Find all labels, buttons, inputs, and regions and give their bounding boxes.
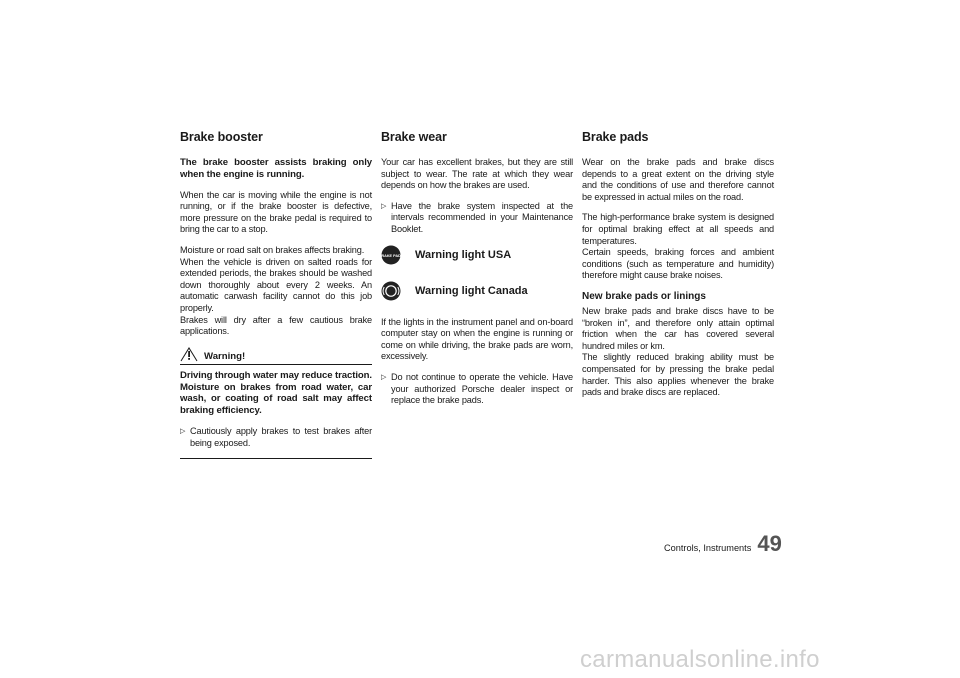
watermark: carmanualsonline.info: [580, 646, 820, 673]
paragraph: When the vehicle is driven on salted roads for extended periods, the brakes should be washed down thoroughly about every 2 weeks. An automatic carwash facility cannot do this job properly.: [180, 256, 372, 313]
list-item: [381, 201, 573, 236]
warning-header: [180, 347, 372, 365]
brake-wear-circle-icon: [381, 281, 401, 301]
triangle-bullet-icon: ▷: [381, 373, 387, 381]
paragraph: Moisture or road salt on brakes affects braking.: [180, 244, 365, 255]
intro-text: The brake booster assists braking only when the engine is running.: [180, 157, 372, 180]
triangle-bullet-icon: ▷: [381, 202, 387, 210]
paragraph: The slightly reduced braking ability must be compensated for by pressing the brake pedal harder. This also applies whenever the brake pads and brake discs are replaced.: [582, 352, 774, 398]
page-number: 49: [757, 531, 782, 556]
column-brake-pads: [582, 130, 774, 408]
warning-text: Driving through water may reduce traction. Moisture on brakes from road water, car wash, or coating of road salt may affect braking efficiency.: [180, 369, 372, 417]
paragraph: Your car has excellent brakes, but they are still subject to wear. The rate at which they wear depends on how the brakes are used.: [381, 157, 573, 191]
warning-light-canada-title: Warning light Canada: [415, 284, 528, 297]
warning-light-canada: [381, 281, 573, 301]
paragraph: Wear on the brake pads and brake discs depends to a great extent on the driving style and the conditions of use and therefore cannot be expressed in actual miles on the road.: [582, 157, 774, 202]
brake-pads-warning-icon: [378, 245, 404, 265]
warning-triangle-icon: [180, 347, 198, 362]
svg-text:BRAKE PADS: BRAKE PADS: [378, 253, 404, 258]
list-item-text: Do not continue to operate the vehicle. Have your authorized Porsche dealer inspect or replace the brake pads.: [391, 371, 573, 406]
section-title-brake-wear: Brake wear: [381, 130, 447, 144]
section-title-brake-booster: Brake booster: [180, 130, 263, 144]
list-item: [180, 426, 372, 449]
list-item-text: Cautiously apply brakes to test brakes after being exposed.: [190, 425, 372, 448]
warning-light-usa-title: Warning light USA: [415, 248, 512, 261]
subsection-title: New brake pads or linings: [582, 290, 706, 302]
paragraph: Brakes will dry after a few cautious brake applications.: [180, 314, 372, 337]
column-brake-booster: [180, 130, 372, 459]
paragraph: New brake pads and brake discs have to be “broken in”, and therefore only attain optimal friction when the car has covered several hundred miles or km.: [582, 305, 774, 351]
paragraph: The high-performance brake system is designed for optimal braking effect at all speeds and temperatures.: [582, 212, 774, 246]
section-title-brake-pads: Brake pads: [582, 130, 649, 144]
paragraph: Certain speeds, braking forces and ambient conditions (such as temperature and humidity) therefore might cause brake noises.: [582, 247, 774, 281]
page-footer: [664, 531, 782, 557]
list-item-text: Have the brake system inspected at the intervals recommended in your Maintenance Booklet.: [391, 200, 573, 234]
paragraph: If the lights in the instrument panel and on-board computer stay on when the engine is running or come on while driving, the brake pads are worn, excessively.: [381, 316, 573, 362]
column-brake-wear: [378, 130, 573, 416]
list-item: [381, 372, 573, 407]
warning-end-divider: [180, 458, 372, 459]
warning-label: Warning!: [204, 350, 246, 362]
paragraph: When the car is moving while the engine is not running, or if the brake booster is defective, more pressure on the brake pedal is required to bring the car to a stop.: [180, 189, 372, 235]
warning-light-usa: [378, 245, 573, 265]
triangle-bullet-icon: ▷: [180, 427, 186, 435]
footer-section-name: Controls, Instruments: [664, 543, 752, 553]
